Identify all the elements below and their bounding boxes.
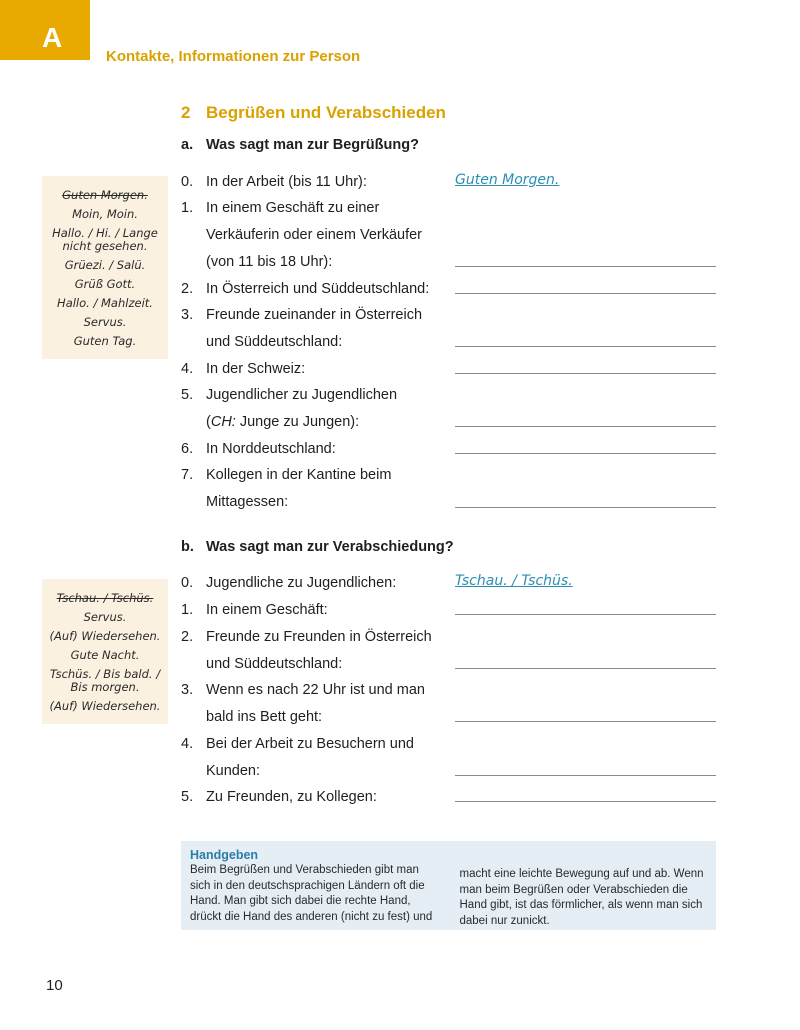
word-box-entry: Grüezi. / Salü. xyxy=(64,258,146,272)
chapter-badge xyxy=(0,0,90,60)
question-b-text: Was sagt man zur Verabschiedung? xyxy=(206,539,454,555)
answer-line[interactable] xyxy=(455,801,716,802)
exercise-item-continuation: (von 11 bis 18 Uhr): xyxy=(206,254,333,270)
answer-line[interactable] xyxy=(455,775,716,776)
answer-line[interactable] xyxy=(455,426,716,427)
word-box-greetings xyxy=(42,176,168,359)
exercise-item-continuation: Verkäuferin oder einem Verkäufer xyxy=(206,227,423,243)
question-a-label: a. xyxy=(181,137,194,153)
word-box-entry: Servus. xyxy=(83,610,127,624)
word-box-entry: Servus. xyxy=(83,315,127,329)
word-box-entry: (Auf) Wiedersehen. xyxy=(49,699,161,713)
word-box-entry: Guten Tag. xyxy=(73,334,137,348)
info-box-title: Handgeben xyxy=(190,848,259,862)
word-box-farewells xyxy=(42,579,168,724)
exercise-item: 5. Jugendlicher zu Jugendlichen xyxy=(181,387,398,403)
question-a-text: Was sagt man zur Begrüßung? xyxy=(206,137,419,153)
exercise-item: 1. In einem Geschäft: xyxy=(181,602,328,618)
answer-line[interactable] xyxy=(455,453,716,454)
answer-line[interactable] xyxy=(455,373,716,374)
question-b-label: b. xyxy=(181,539,194,555)
exercise-item: 4. In der Schweiz: xyxy=(181,361,306,377)
word-box-entry: Moin, Moin. xyxy=(72,207,138,221)
exercise-item: 4. Bei der Arbeit zu Besuchern und xyxy=(181,736,414,752)
question-b-heading xyxy=(181,539,454,555)
exercise-item: 0. Jugendliche zu Jugendlichen: xyxy=(181,575,397,591)
chapter-title: Kontakte, Informationen zur Person xyxy=(106,48,361,65)
example-answer: Guten Morgen. xyxy=(455,172,560,188)
word-box-entry: Hallo. / Hi. / Lange nicht gesehen. xyxy=(52,226,158,253)
exercise-item-continuation: und Süddeutschland: xyxy=(206,334,343,350)
answer-line[interactable] xyxy=(455,668,716,669)
word-box-entry: Hallo. / Mahlzeit. xyxy=(57,296,153,310)
answer-line[interactable] xyxy=(455,266,716,267)
word-box-entry: Grüß Gott. xyxy=(74,277,136,291)
answer-line[interactable] xyxy=(455,721,716,722)
info-box-text-right: macht eine leichte Bewegung auf und ab. Wenn man beim Begrüßen oder Verabschieden die Hand gibt, ist das förmlicher, als wenn man sich dabei nur zunickt. xyxy=(459,868,704,927)
chapter-letter: A xyxy=(42,22,63,53)
word-box-entry: Tschüs. / Bis bald. / Bis morgen. xyxy=(49,667,161,694)
word-box-entry: Gute Nacht. xyxy=(70,648,140,662)
exercise-item: 6. In Norddeutschland: xyxy=(181,441,336,457)
exercise-item: 2. In Österreich und Süddeutschland: xyxy=(181,281,430,297)
exercise-item-continuation: Mittagessen: xyxy=(206,494,289,510)
info-box-text-left: Beim Begrüßen und Verabschieden gibt man sich in den deutschsprachigen Ländern oft die Hand. Man gibt sich dabei die rechte Hand, drückt die Hand des anderen (nicht zu fest) und xyxy=(190,864,433,923)
exercise-item-continuation: und Süddeutschland: xyxy=(206,656,343,672)
exercise-item: 3. Freunde zueinander in Österreich xyxy=(181,307,423,323)
section-title-text: Begrüßen und Verabschieden xyxy=(206,103,446,122)
answer-line[interactable] xyxy=(455,614,716,615)
section-number: 2 xyxy=(181,103,191,122)
word-box-entry: (Auf) Wiedersehen. xyxy=(49,629,161,643)
exercise-item: 7. Kollegen in der Kantine beim xyxy=(181,467,392,483)
answer-line[interactable] xyxy=(455,507,716,508)
info-box-handgeben xyxy=(181,841,716,930)
word-box-entry: Tschau. / Tschüs. xyxy=(56,591,154,605)
section-title xyxy=(181,103,446,123)
exercise-item-continuation: bald ins Bett geht: xyxy=(206,709,323,725)
exercise-item: 0. In der Arbeit (bis 11 Uhr): xyxy=(181,174,367,190)
exercise-item: 5. Zu Freunden, zu Kollegen: xyxy=(181,789,377,805)
question-a-heading xyxy=(181,137,419,153)
answer-line[interactable] xyxy=(455,293,716,294)
exercise-item-continuation: Kunden: xyxy=(206,763,261,779)
exercise-item-continuation: (CH: Junge zu Jungen): xyxy=(206,414,360,430)
answer-line[interactable] xyxy=(455,346,716,347)
exercise-item: 3. Wenn es nach 22 Uhr ist und man xyxy=(181,682,425,698)
exercise-item: 2. Freunde zu Freunden in Österreich xyxy=(181,629,432,645)
word-box-entry: Guten Morgen. xyxy=(62,188,148,202)
page-number: 10 xyxy=(46,977,63,994)
exercise-item: 1. In einem Geschäft zu einer xyxy=(181,200,380,216)
example-answer: Tschau. / Tschüs. xyxy=(455,573,573,589)
